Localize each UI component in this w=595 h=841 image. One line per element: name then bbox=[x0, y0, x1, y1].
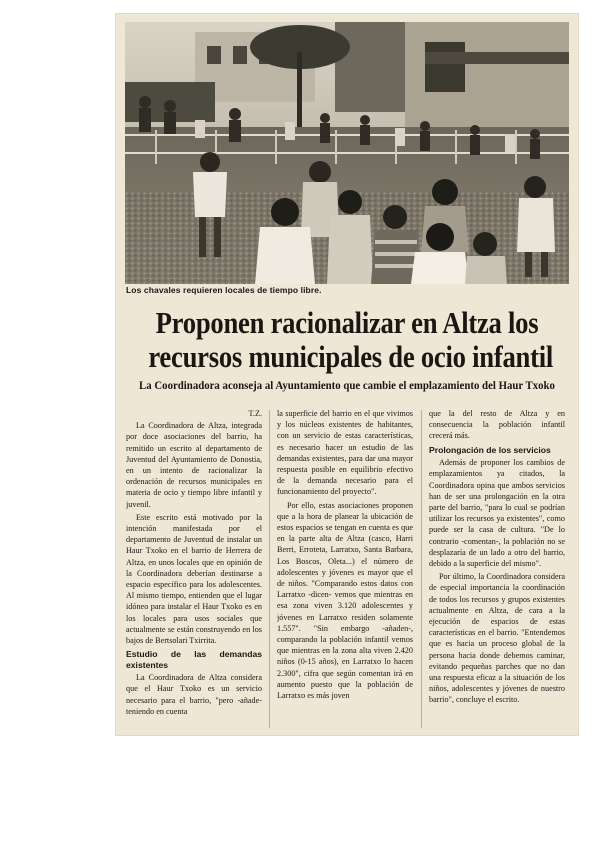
headline-line-1: Proponen racionalizar en Altza los bbox=[155, 305, 539, 340]
paragraph: Por último, la Coordinadora considera de especial importancia la coordinación de todos los recursos y grupos existentes actualmente en Altza, de cara a la ejecución de espacios de estas características en el barrio. "Entendemos que es hacia un proceso global de la persona hacia donde debemos caminar, evitando pequeñas parches que no dan una respuesta eficaz a la situación de los niños, adolescentes y jóvenes de nuestro barrio", concluye el escrito. bbox=[429, 572, 565, 705]
article-column-2 bbox=[277, 408, 413, 730]
paragraph: La Coordinadora de Altza considera que el Haur Txoko es un servicio necesario para el barrio, "pero -añade- teniendo en cuenta bbox=[126, 673, 262, 716]
subheadline: La Coordinadora aconseja al Ayuntamiento que cambie el emplazamiento del Haur Txoko bbox=[139, 380, 555, 392]
paragraph: La Coordinadora de Altza, integrada por doce asociaciones del barrio, ha remitido un escrito al departamento de Juventud del Ayuntamiento de Donostia, en un intento de racionalizar la ordenación de recursos municipales en materia de ocio y tiempo libre infantil y juvenil. bbox=[126, 421, 262, 509]
news-photo bbox=[125, 22, 569, 284]
paragraph: que la del resto de Altza y en consecuencia la población infantil crecerá más. bbox=[429, 409, 565, 441]
paragraph: la superficie del barrio en el que vivimos y los núcleos existentes de habitantes, con un servicio de estas características, es necesario hacer un estudio de las demandas existentes, para dar una mayor respuesta posible en equilibrio efectivo de la demanda necesario para el funcionamiento del proyecto". bbox=[277, 409, 413, 497]
photo-caption: Los chavales requieren locales de tiempo libre. bbox=[126, 285, 322, 295]
article-column-3 bbox=[429, 408, 565, 730]
newspaper-clipping bbox=[116, 14, 578, 735]
column-divider bbox=[269, 410, 270, 728]
paragraph: Por ello, estas asociaciones proponen que a la hora de planear la ubicación de estos espacios se tengan en cuenta es que en la parte alta de Altza (casco, Harri Berri, Erroteta, Larratxo, Santa Barbara, Los Boscos, Oleta...) el número de adolescentes y jóvenes es mayor que el de niños. "Comparando estos datos con Larratxo -dicen- vemos que mientras en esa zona viven 3.120 adolescentes y jóvenes en Larratxo residen solamente 1.557". "Sin embargo -añaden-, comparando la población infantil vemos que mientras en la zona alta viven 2.420 niños (0-15 años), en Larratxo lo hacen 2.300", cifra que según comentan irá en aumento puesto que la población de Larratxo es más joven bbox=[277, 500, 413, 701]
article-column-1 bbox=[126, 408, 262, 730]
headline-line-2: recursos municipales de ocio infantil bbox=[148, 339, 554, 374]
section-heading: Prolongación de los servicios bbox=[429, 444, 551, 455]
paragraph: Este escrito está motivado por la intención manifestada por el departamento de Juventud de instalar un Haur Txoko en el barrio de Herrera de Altza, en unos locales que en opinión de la Coordinadora deberían destinarse a espacio específico para los adolescentes. Al mismo tiempo, entienden que el lugar idóneo para instalar el Haur Txoko es en los locales para usos sociales que actualmente se están construyendo en los bajos de Bertsolari Txirrita. bbox=[126, 512, 262, 646]
photo-children-playground bbox=[125, 22, 569, 284]
paragraph: Además de proponer los cambios de emplazamientos ya citados, la Coordinadora opina que ambos servicios han de ser una prolongación en la otra parte del barrio, "para lo cual se podrían utilizar los recursos ya existentes", como puede ser la casa de cultura. "De lo contrario -comentan-, la población no se desplazaría de un lado a otro del barrio, debido a la superficie del mismo". bbox=[429, 458, 565, 568]
column-divider bbox=[421, 410, 422, 728]
byline: T.Z. bbox=[248, 409, 262, 418]
headline bbox=[148, 305, 554, 374]
section-heading: Estudio de las demandas existentes bbox=[126, 649, 262, 670]
